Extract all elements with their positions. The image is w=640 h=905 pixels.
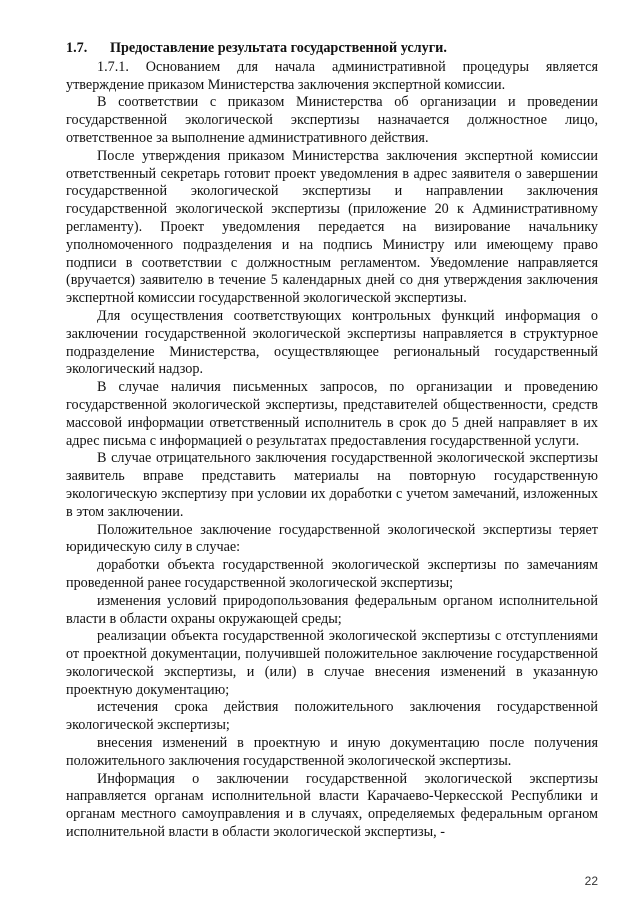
paragraph-official-appointment: В соответствии с приказом Министерства об организации и проведении государственной экологической экспертизы назначается должностное лицо, ответственное за выполнение административного действия.: [66, 94, 598, 146]
paragraph-notification-procedure: После утверждения приказом Министерства заключения экспертной комиссии ответственный секретарь готовит проект уведомления в адрес заявителя о завершении государственной экологической экспертизы и направлении заключения государственной экологической экспертизы (приложение 20 к Административному регламенту). Проект уведомления передается на визирование начальнику уполномоченного подразделения и на подпись Министру или имеющему право подписи в соответствии с должностным регламентом. Уведомление направляется (вручается) заявителю в течение 5 календарных дней со дня утверждения заключения экспертной комиссии государственной экологической экспертизы.: [66, 147, 598, 307]
page-number: 22: [584, 874, 598, 888]
section-number: 1.7.: [66, 40, 88, 56]
paragraph-1-7-1: 1.7.1. Основанием для начала административной процедуры является утверждение приказом Министерства заключения экспертной комиссии.: [66, 58, 598, 93]
paragraph-case-conditions-change: изменения условий природопользования федеральным органом исполнительной власти в области охраны окружающей среды;: [66, 592, 598, 627]
paragraph-control-functions: Для осуществления соответствующих контрольных функций информация о заключении государственной экологической экспертизы направляется в структурное подразделение Министерства, осуществляющее региональный государственный экологический надзор.: [66, 307, 598, 378]
paragraph-case-expiry: истечения срока действия положительного заключения государственной экологической экспертизы;: [66, 699, 598, 734]
paragraph-case-deviations: реализации объекта государственной экологической экспертизы с отступлениями от проектной документации, получившей положительное заключение государственной экологической экспертизы, и (или) в случае внесения изменений в указанную проектную документацию;: [66, 628, 598, 698]
document-body: [66, 40, 598, 842]
paragraph-written-requests: В случае наличия письменных запросов, по организации и проведению государственной экологической экспертизы, представителей общественности, средств массовой информации ответственный исполнитель в срок до 5 дней направляет в их адрес письма с информацией о результатах предоставления государственной услуги.: [66, 379, 598, 449]
section-heading: [66, 40, 598, 58]
paragraph-negative-conclusion: В случае отрицательного заключения государственной экологической экспертизы заявитель вправе представить материалы на повторную государственную экологическую экспертизу при условии их доработки с учетом замечаний, изложенных в этом заключении.: [66, 450, 598, 520]
paragraph-information-distribution: Информация о заключении государственной экологической экспертизы направляется органам исполнительной власти Карачаево-Черкесской Республики и органам местного самоуправления и в случаях, определяемых федеральным органом исполнительной власти в области экологической экспертизы, -: [66, 770, 598, 841]
section-title: Предоставление результата государственной услуги.: [110, 40, 447, 56]
paragraph-case-rework: доработки объекта государственной экологической экспертизы по замечаниям проведенной ранее государственной экологической экспертизы;: [66, 557, 598, 591]
paragraph-case-documentation-changes: внесения изменений в проектную и иную документацию после получения положительного заключения государственной экологической экспертизы.: [66, 735, 598, 769]
paragraph-loses-force: Положительное заключение государственной экологической экспертизы теряет юридическую силу в случае:: [66, 521, 598, 556]
